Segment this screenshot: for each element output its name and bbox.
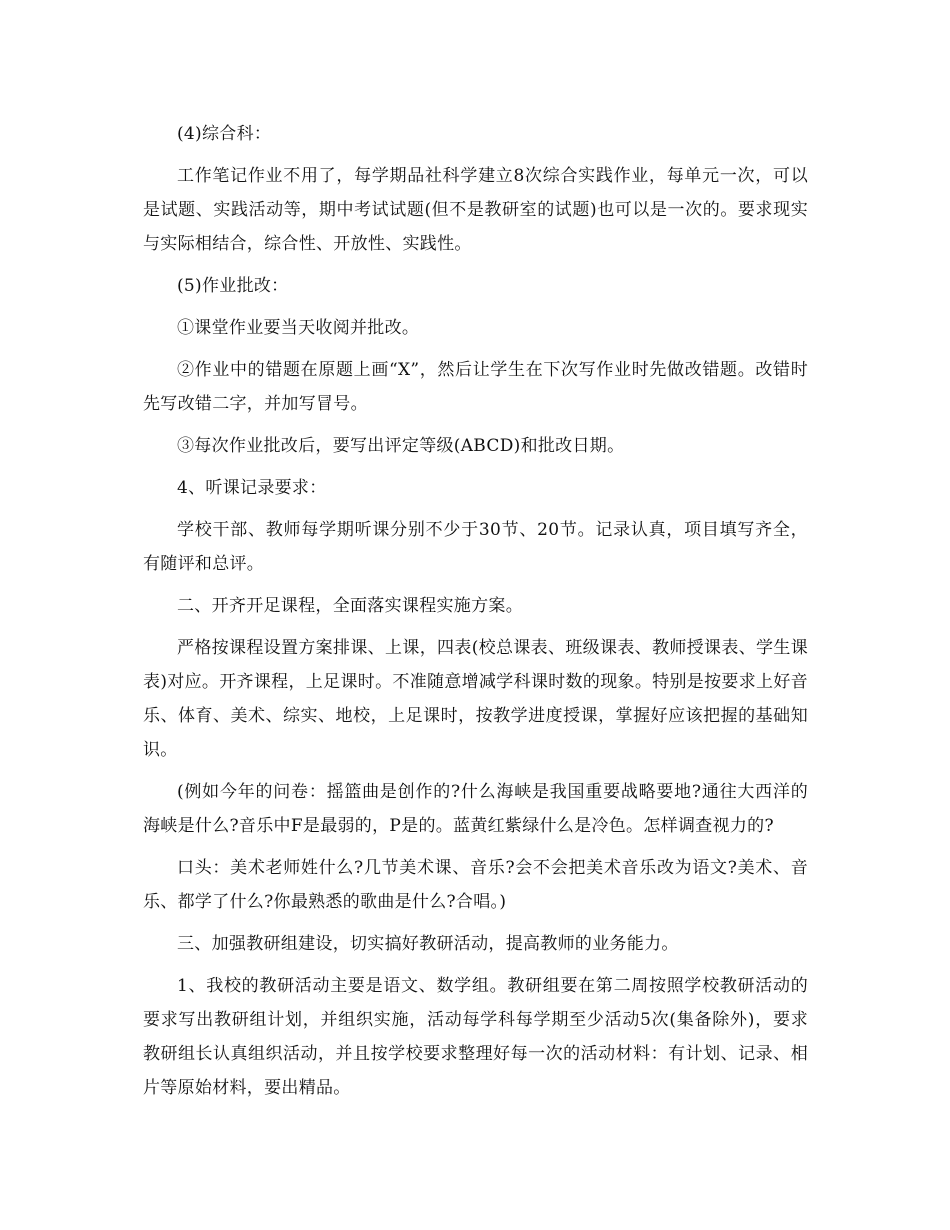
- grading-item-3: ③每次作业批改后，要写出评定等级(ABCD)和批改日期。: [177, 436, 625, 456]
- section-heading-grading: (5)作业批改：: [177, 276, 289, 296]
- paragraph-oral-questions: 口头：美术老师姓什么?几节美术课、音乐?会不会把美术音乐改为语文?美术、音乐、都学了什么?你最熟悉的歌曲是什么?合唱。): [143, 858, 808, 912]
- paragraph-questionnaire: (例如今年的问卷：摇篮曲是创作的?什么海峡是我国重要战略要地?通往大西洋的海峡是什么?音乐中F是最弱的，P是的。蓝黄红紫绿什么是冷色。怎样调查视力的?: [143, 782, 808, 836]
- grading-item-2: ②作业中的错题在原题上画“X”，然后让学生在下次写作业时先做改错题。改错时先写改错二字，并加写冒号。: [143, 360, 808, 414]
- section-heading-research-groups: 三、加强教研组建设，切实搞好教研活动，提高教师的业务能力。: [177, 934, 679, 954]
- document-body: [143, 117, 808, 1113]
- section-heading-curriculum: 二、开齐开足课程，全面落实课程实施方案。: [177, 596, 523, 616]
- grading-item-1: ①课堂作业要当天收阅并批改。: [177, 318, 420, 338]
- section-heading-lesson-records: 4、听课记录要求：: [177, 478, 327, 498]
- section-heading-comprehensive: (4)综合科：: [177, 124, 272, 144]
- paragraph-curriculum: 严格按课程设置方案排课、上课，四表(校总课表、班级课表、教师授课表、学生课表)对应。开齐课程，上足课时。不准随意增减学科课时数的现象。特别是按要求上好音乐、体育、美术、综实、地校，上足课时，按教学进度授课，掌握好应该把握的基础知识。: [143, 638, 808, 760]
- paragraph-research-activities: 1、我校的教研活动主要是语文、数学组。教研组要在第二周按照学校教研活动的要求写出教研组计划，并组织实施，活动每学科每学期至少活动5次(集备除外)，要求教研组长认真组织活动，并且按学校要求整理好每一次的活动材料：有计划、记录、相片等原始材料，要出精品。: [143, 976, 808, 1098]
- paragraph-comprehensive-homework: 工作笔记作业不用了，每学期品社科学建立8次综合实践作业，每单元一次，可以是试题、实践活动等，期中考试试题(但不是教研室的试题)也可以是一次的。要求现实与实际相结合，综合性、开放性、实践性。: [143, 166, 808, 254]
- paragraph-lesson-records: 学校干部、教师每学期听课分别不少于30节、20节。记录认真，项目填写齐全，有随评和总评。: [143, 520, 808, 574]
